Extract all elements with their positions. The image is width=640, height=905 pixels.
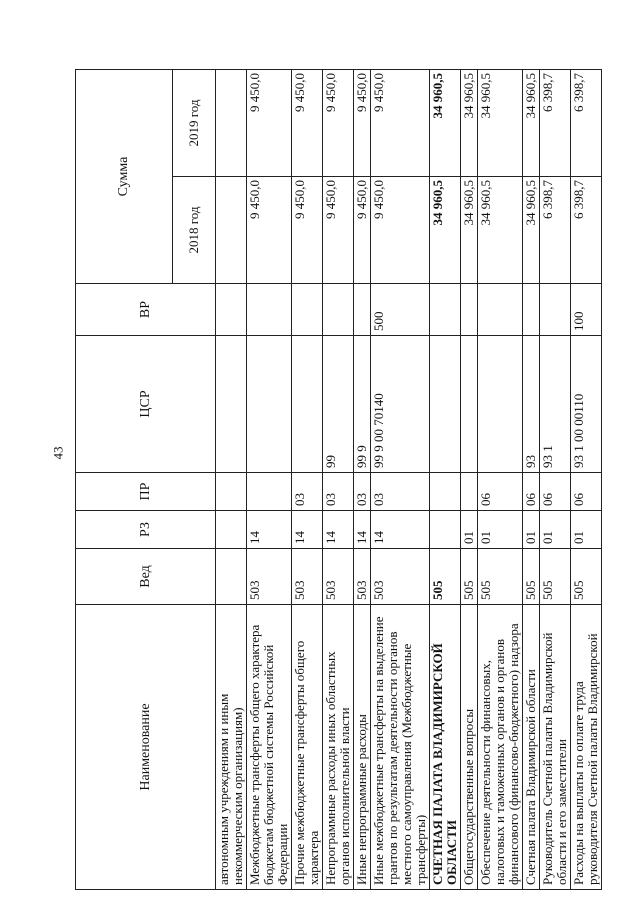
page-number: 43 (50, 446, 66, 460)
cell-name: Иные непрограммные расходы (354, 605, 371, 890)
cell-name: Руководитель Счетной палаты Владимирской области и его заместители (540, 605, 571, 890)
cell-pr (430, 473, 461, 511)
cell-sum-2018: 9 450,0 (247, 177, 292, 284)
cell-csr (216, 336, 247, 473)
cell-vr (292, 284, 323, 336)
cell-ved: 503 (292, 549, 323, 605)
table-row (540, 70, 571, 890)
cell-sum-2018: 9 450,0 (323, 177, 354, 284)
cell-rz: 01 (478, 511, 523, 549)
cell-pr (216, 473, 247, 511)
cell-sum-2018 (216, 177, 247, 284)
cell-name: Общегосударственные вопросы (461, 605, 478, 890)
cell-csr (247, 336, 292, 473)
cell-rz: 01 (461, 511, 478, 549)
cell-ved: 503 (371, 549, 430, 605)
cell-vr (540, 284, 571, 336)
cell-pr: 03 (354, 473, 371, 511)
cell-pr: 03 (323, 473, 354, 511)
cell-rz: 14 (247, 511, 292, 549)
cell-vr (354, 284, 371, 336)
cell-sum-2018: 34 960,5 (430, 177, 461, 284)
cell-csr: 99 (323, 336, 354, 473)
cell-name: Расходы на выплаты по оплате труда руководителя Счетной палаты Владимирской (571, 605, 602, 890)
cell-csr: 93 (523, 336, 540, 473)
cell-ved: 505 (430, 549, 461, 605)
table-row (371, 70, 430, 890)
cell-name: Иные межбюджетные трансферты на выделение грантов по результатам деятельности органов местного самоуправления (Межбюджетные трансферты) (371, 605, 430, 890)
cell-sum-2018: 9 450,0 (354, 177, 371, 284)
cell-pr: 03 (292, 473, 323, 511)
cell-name: Счетная палата Владимирской области (523, 605, 540, 890)
cell-ved: 505 (540, 549, 571, 605)
cell-ved: 505 (478, 549, 523, 605)
cell-rz: 14 (292, 511, 323, 549)
cell-sum-2018: 34 960,5 (461, 177, 478, 284)
table-row (430, 70, 461, 890)
cell-name: Обеспечение деятельности финансовых, налоговых и таможенных органов и органов финансового (финансово-бюджетного) надзора (478, 605, 523, 890)
cell-sum-2018: 34 960,5 (523, 177, 540, 284)
cell-ved: 505 (523, 549, 540, 605)
cell-sum-2018: 9 450,0 (371, 177, 430, 284)
cell-vr (216, 284, 247, 336)
table-row (523, 70, 540, 890)
cell-csr (478, 336, 523, 473)
header-name: Наименование (76, 605, 216, 890)
cell-vr (478, 284, 523, 336)
cell-rz: 14 (323, 511, 354, 549)
cell-csr (430, 336, 461, 473)
cell-vr (323, 284, 354, 336)
budget-table-rotated (75, 70, 600, 890)
cell-pr: 06 (523, 473, 540, 511)
table-row (571, 70, 602, 890)
cell-sum-2019: 6 398,7 (540, 70, 571, 177)
cell-sum-2019: 34 960,5 (523, 70, 540, 177)
cell-name: Межбюджетные трансферты общего характера бюджетам бюджетной системы Российской Федерации (247, 605, 292, 890)
cell-sum-2019 (216, 70, 247, 177)
cell-vr (461, 284, 478, 336)
cell-ved: 503 (247, 549, 292, 605)
cell-name: Прочие межбюджетные трансферты общего характера (292, 605, 323, 890)
cell-csr: 99 9 00 70140 (371, 336, 430, 473)
header-sum: Сумма (76, 70, 173, 284)
cell-sum-2018: 9 450,0 (292, 177, 323, 284)
cell-ved: 503 (354, 549, 371, 605)
cell-name: СЧЕТНАЯ ПАЛАТА ВЛАДИМИРСКОЙ ОБЛАСТИ (430, 605, 461, 890)
table-row (478, 70, 523, 890)
cell-rz: 01 (571, 511, 602, 549)
cell-vr: 500 (371, 284, 430, 336)
header-2019: 2019 год (173, 70, 216, 177)
cell-vr (430, 284, 461, 336)
cell-sum-2019: 34 960,5 (478, 70, 523, 177)
cell-csr: 93 1 (540, 336, 571, 473)
cell-ved: 505 (461, 549, 478, 605)
cell-pr: 06 (571, 473, 602, 511)
cell-sum-2019: 6 398,7 (571, 70, 602, 177)
cell-sum-2019: 34 960,5 (430, 70, 461, 177)
header-ved: Вед (76, 549, 216, 605)
cell-rz (216, 511, 247, 549)
table-row (216, 70, 247, 890)
cell-pr: 03 (371, 473, 430, 511)
cell-sum-2019: 9 450,0 (371, 70, 430, 177)
cell-ved: 503 (323, 549, 354, 605)
cell-vr (247, 284, 292, 336)
budget-table (75, 69, 602, 890)
cell-pr (461, 473, 478, 511)
table-row (354, 70, 371, 890)
cell-name: автономным учреждениям и иным некоммерческим организациям) (216, 605, 247, 890)
cell-sum-2018: 6 398,7 (540, 177, 571, 284)
cell-sum-2018: 6 398,7 (571, 177, 602, 284)
header-vr: ВР (76, 284, 216, 336)
cell-vr: 100 (571, 284, 602, 336)
table-row (461, 70, 478, 890)
cell-sum-2019: 9 450,0 (247, 70, 292, 177)
cell-sum-2019: 34 960,5 (461, 70, 478, 177)
cell-csr: 99 9 (354, 336, 371, 473)
cell-pr (247, 473, 292, 511)
cell-rz: 14 (371, 511, 430, 549)
header-2018: 2018 год (173, 177, 216, 284)
cell-name: Непрограммные расходы иных областных органов исполнительной власти (323, 605, 354, 890)
table-row (292, 70, 323, 890)
cell-vr (523, 284, 540, 336)
cell-sum-2018: 34 960,5 (478, 177, 523, 284)
header-pr: ПР (76, 473, 216, 511)
cell-csr: 93 1 00 00110 (571, 336, 602, 473)
cell-rz: 01 (523, 511, 540, 549)
header-csr: ЦСР (76, 336, 216, 473)
cell-csr (292, 336, 323, 473)
cell-pr: 06 (540, 473, 571, 511)
cell-rz: 14 (354, 511, 371, 549)
cell-sum-2019: 9 450,0 (323, 70, 354, 177)
cell-ved (216, 549, 247, 605)
cell-sum-2019: 9 450,0 (354, 70, 371, 177)
table-row (323, 70, 354, 890)
table-row (247, 70, 292, 890)
cell-rz (430, 511, 461, 549)
header-rz: РЗ (76, 511, 216, 549)
cell-ved: 505 (571, 549, 602, 605)
cell-sum-2019: 9 450,0 (292, 70, 323, 177)
table-body (216, 70, 602, 890)
cell-csr (461, 336, 478, 473)
cell-pr: 06 (478, 473, 523, 511)
cell-rz: 01 (540, 511, 571, 549)
